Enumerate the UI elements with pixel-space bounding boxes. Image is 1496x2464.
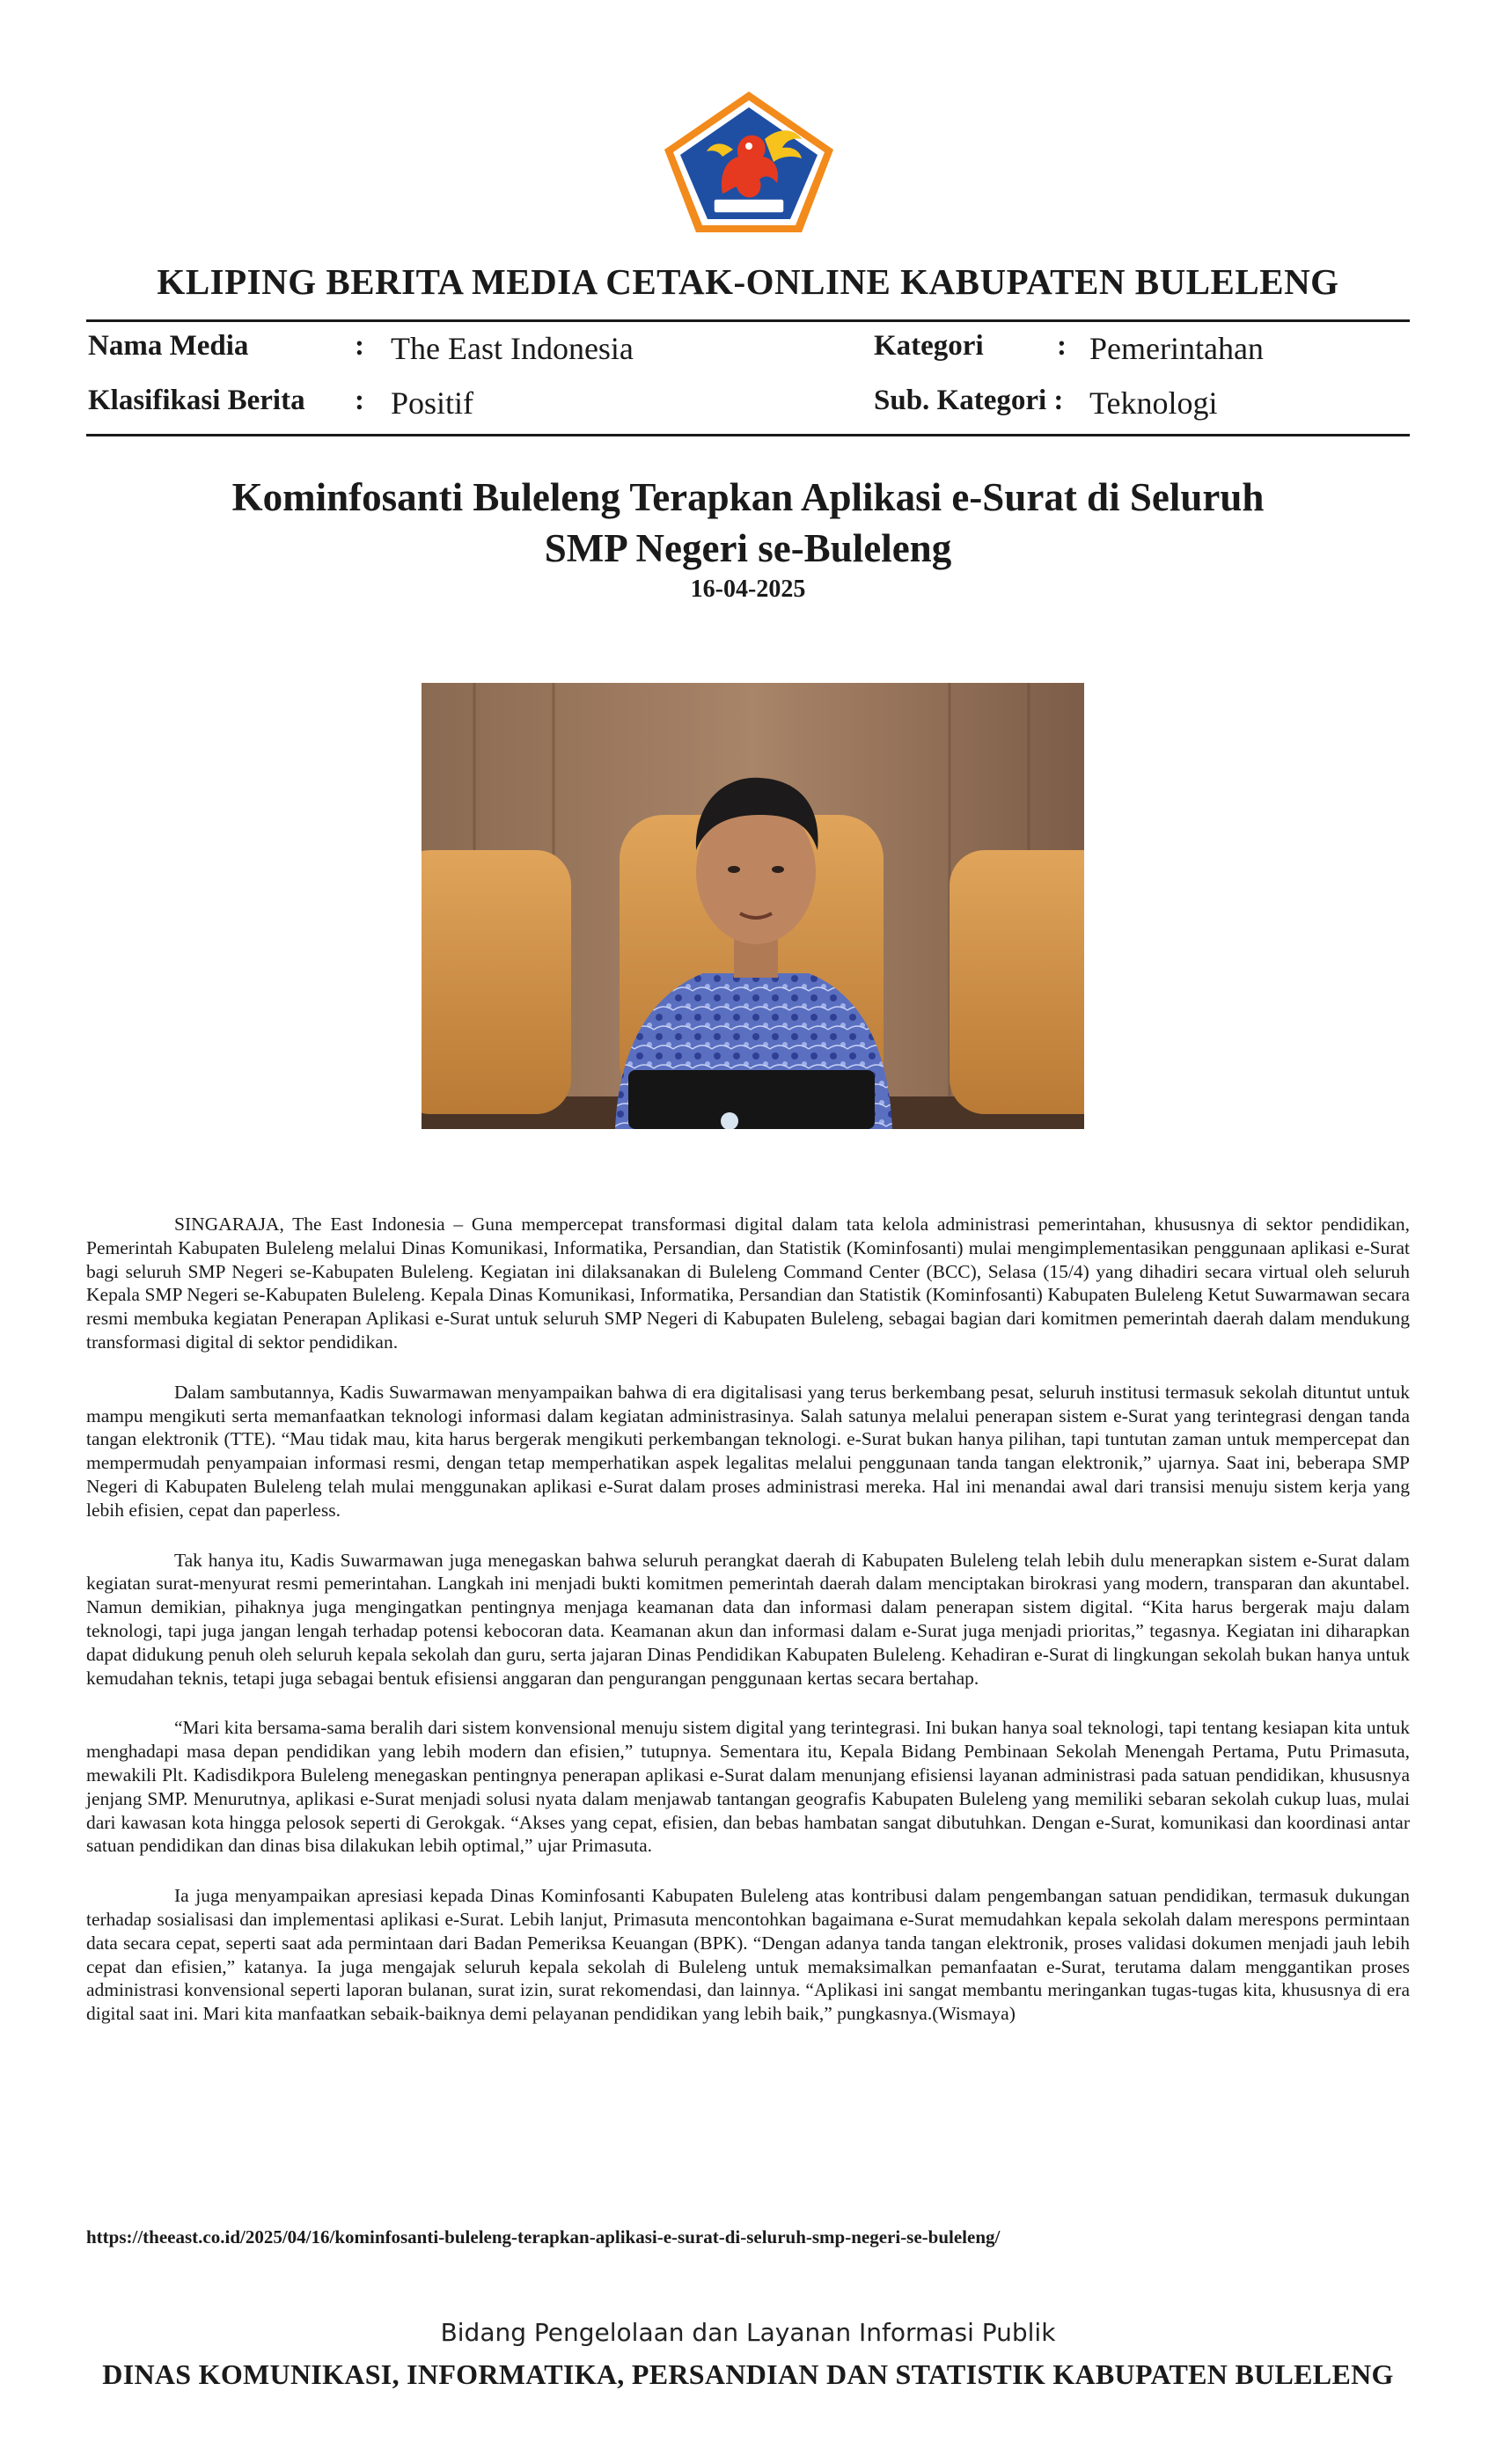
article-headline [132,472,1364,574]
regency-crest-logo [661,88,837,236]
footer-agency: DINAS KOMUNIKASI, INFORMATIKA, PERSANDIAN DAN STATISTIK KABUPATEN BULELENG [102,2358,1394,2390]
article-paragraph: SINGARAJA, The East Indonesia – Guna mempercepat transformasi digital dalam tata kelola administrasi pemerintahan, khususnya di sektor pendidikan, Pemerintah Kabupaten Buleleng melalui Dinas Komunikasi, Informatika, Persandian, dan Statistik (Kominfosanti) mulai mengimplementasikan penggunaan aplikasi e-Surat bagi seluruh SMP Negeri se-Kabupaten Buleleng. Kegiatan ini dilaksanakan di Buleleng Command Center (BCC), Selasa (15/4) yang dihadiri secara virtual oleh seluruh Kepala SMP Negeri se-Kabupaten Buleleng. Kepala Dinas Komunikasi, Informatika, Persandian dan Statistik (Kominfosanti) Kabupaten Buleleng Ketut Suwarmawan secara resmi membuka kegiatan Penerapan Aplikasi e-Surat untuk seluruh SMP Negeri di Kabupaten Buleleng, sebagai bagian dari komitmen pemerintah daerah dalam mendukung transformasi digital di sektor pendidikan. [86,1214,1410,1353]
article-body [86,1213,1410,2052]
headline-line-1: Kominfosanti Buleleng Terapkan Aplikasi e-Surat di Seluruh [231,475,1265,519]
bottom-divider [86,434,1410,436]
masthead-title: KLIPING BERITA MEDIA CETAK-ONLINE KABUPATEN BULELENG [157,261,1339,302]
classification-value: Positif [391,385,474,421]
article-paragraph: Dalam sambutannya, Kadis Suwarmawan menyampaikan bahwa di era digitalisasi yang terus berkembang pesat, seluruh institusi termasuk sekolah dituntut untuk mampu mengikuti serta memanfaatkan teknologi informasi dalam kegiatan administrasinya. Salah satunya melalui penerapan sistem e-Surat yang terintegrasi dengan tanda tangan elektronik (TTE). “Mau tidak mau, kita harus bergerak mengikuti perkembangan teknologi. e-Surat bukan hanya pilihan, tapi tuntutan zaman untuk mempercepat dan mempermudah penyampaian informasi resmi, dengan tetap memperhatikan aspek legalitas melalui penggunaan tanda tangan elektronik,” ujarnya. Saat ini, beberapa SMP Negeri di Kabupaten Buleleng telah mulai menggunakan aplikasi e-Surat dalam proses administrasi mereka. Hal ini menandai awal dari transisi menuju sistem kerja yang lebih efisien, cepat dan paperless. [86,1381,1410,1521]
top-divider [86,319,1410,322]
classification-colon: : [355,385,364,416]
category-colon: : [1057,330,1067,362]
media-value: The East Indonesia [391,331,634,366]
headline-line-2: SMP Negeri se-Buleleng [544,526,952,570]
footer-division: Bidang Pengelolaan dan Layanan Informasi Publik [440,2318,1056,2347]
article-paragraph: Ia juga menyampaikan apresiasi kepada Dinas Kominfosanti Kabupaten Buleleng atas kontribusi dalam pengembangan satuan pendidikan, termasuk dukungan terhadap sosialisasi dan implementasi aplikasi e-Surat. Lebih lanjut, Primasuta mencontohkan bagaimana e-Surat memudahkan kepala sekolah dalam merespons permintaan data secara cepat, seperti saat ada permintaan dari Badan Pemeriksa Keuangan (BPK). “Dengan adanya tanda tangan elektronik, proses validasi dokumen menjadi jauh lebih cepat dan efisien,” katanya. Ia juga mengajak seluruh kepala sekolah di Buleleng untuk memaksimalkan pemanfaatan e-Surat, terutama dalam menggantikan proses administrasi konvensional seperti laporan bulanan, surat izin, surat rekomendasi, dan lainnya. “Aplikasi ini sangat membantu meringankan tugas-tugas kita, khususnya di era digital saat ini. Mari kita manfaatkan sebaik-baiknya demi pelayanan pendidikan yang lebih baik,” pungkasnya.(Wismaya) [86,1885,1410,2025]
category-label: Kategori [874,330,984,362]
article-paragraph: “Mari kita bersama-sama beralih dari sistem konvensional menuju sistem digital yang terintegrasi. Ini bukan hanya soal teknologi, tapi tentang kesiapan kita untuk menghadapi masa depan pendidikan yang lebih modern dan efisien,” tutupnya. Sementara itu, Kepala Bidang Pembinaan Sekolah Menengah Pertama, Putu Primasuta, mewakili Plt. Kadisdikpora Buleleng menegaskan pentingnya penerapan aplikasi e-Surat dalam menunjang efisiensi layanan administrasi pada satuan pendidikan, khususnya jenjang SMP. Menurutnya, aplikasi e-Surat menjadi solusi nyata dalam menjawab tantangan geografis Kabupaten Buleleng yang memiliki sebaran sekolah cukup luas, mulai dari kawasan kota hingga pelosok seperti di Gerokgak. “Akses yang cepat, efisien, dan bebas hambatan sangat dibutuhkan. Dengan e-Surat, komunikasi dan koordinasi antar satuan pendidikan dan dinas bisa dilakukan lebih optimal,” ujar Primasuta. [86,1717,1410,1857]
subcategory-label: Sub. Kategori : [874,385,1064,416]
official-speaking-at-desk-photo [422,683,1084,1129]
article-date: 16-04-2025 [690,576,806,603]
buleleng-regency-crest-icon [661,88,837,236]
category-value: Pemerintahan [1089,331,1264,366]
article-photo [422,683,1084,1129]
classification-label: Klasifikasi Berita [88,385,305,416]
subcategory-value: Teknologi [1089,385,1218,421]
media-colon: : [355,330,364,362]
article-paragraph: Tak hanya itu, Kadis Suwarmawan juga menegaskan bahwa seluruh perangkat daerah di Kabupaten Buleleng telah lebih dulu menerapkan sistem e-Surat dalam kegiatan surat-menyurat resmi pemerintahan. Langkah ini menjadi bukti komitmen pemerintah daerah dalam menciptakan birokrasi yang modern, transparan dan akuntabel. Namun demikian, pihaknya juga mengingatkan pentingnya menjaga keamanan data dan informasi dalam penerapan sistem digital. “Kita harus bergerak maju dalam teknologi, tapi juga jangan lengah terhadap potensi kebocoran data. Keamanan akun dan informasi dalam e-Surat juga menjadi prioritas,” tegasnya. Kegiatan ini diharapkan dapat didukung penuh oleh seluruh kepala sekolah dan guru, serta jajaran Dinas Pendidikan Kabupaten Buleleng. Kehadiran e-Surat di lingkungan sekolah bukan hanya untuk kemudahan teknis, tetapi juga sebagai bentuk efisiensi anggaran dan pengurangan penggunaan kertas secara bertahap. [86,1549,1410,1689]
source-link[interactable]: https://theeast.co.id/2025/04/16/kominfosanti-buleleng-terapkan-aplikasi-e-surat-di-seluruh-smp-negeri-se-buleleng/ [86,2226,1001,2248]
media-label: Nama Media [88,330,249,362]
